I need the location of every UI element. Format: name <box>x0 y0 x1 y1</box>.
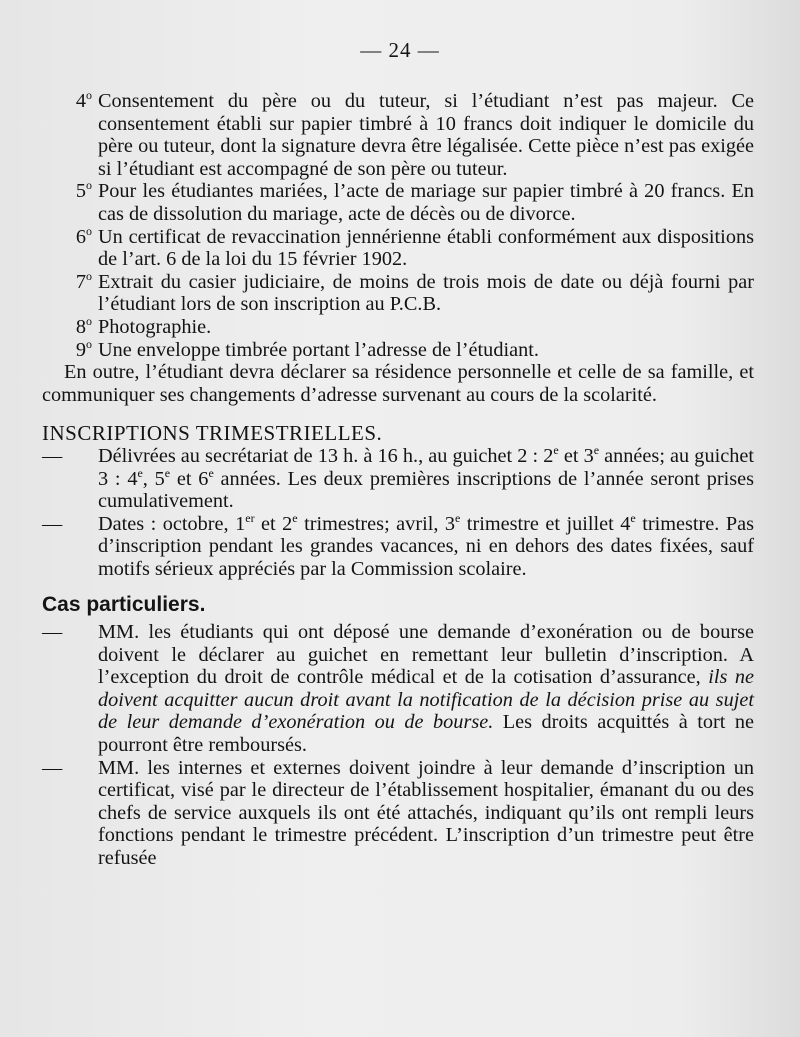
emphasized-text: ils ne doivent acquitter aucun droit avant la notification de la décision prise au sujet de leur demande d’exonération ou de bourse. <box>98 666 755 734</box>
item-text: Photographie. <box>98 315 212 338</box>
list-item: 7$^o$ Extrait du casier judiciaire, de moins de trois mois de date ou déjà fourni par l’étudiant lors de son inscription au P.C.B. <box>75 268 754 316</box>
inscriptions-paragraph-guichets: — Délivrées au secrétariat de 13 h. à 16 h., au guichet 2 : 2e et 3e années; au guichet 3 : 4e, 5e et 6e années. Les deux premières inscriptions de l’année seront prises cumulativement. <box>42 442 755 513</box>
list-item: 5$^o$ Pour les étudiantes mariées, l’acte de mariage sur papier timbré à 20 francs. En cas de dissolution du mariage, acte de décès ou de divorce. <box>75 178 754 225</box>
item-number: 5 <box>75 180 86 203</box>
cas-paragraph-exoneration: — MM. les étudiants qui ont déposé une demande d’exonération ou de bourse doivent le déclarer au guichet en remettant leur bulletin d’inscription. A l’exception du droit de contrôle médical et de la cotisation d’assurance, ils ne doivent acquitter aucun droit avant la notification de la décision prise au sujet de leur demande d’exonération ou de bourse. Les droits acquittés à tort ne pourront être remboursés. <box>42 621 755 757</box>
section-heading-inscriptions: INSCRIPTIONS TRIMESTRIELLES. <box>42 421 383 446</box>
list-item: 4$^o$ Consentement du père ou du tuteur, si l’étudiant n’est pas majeur. Ce consentement établi sur papier timbré à 10 francs doit indiquer le domicile du père ou tuteur, dont la signature devra être légalisée. Cette pièce n’est pas exigée si l’étudiant est accompagné de son père ou tuteur. <box>75 88 754 180</box>
item-number: 6 <box>75 225 86 248</box>
section-heading-cas-particuliers: Cas particuliers. <box>42 593 206 617</box>
item-text: Une enveloppe timbrée portant l’adresse de l’étudiant. <box>98 338 539 361</box>
list-item: 9$^o$ Une enveloppe timbrée portant l’adresse de l’étudiant. <box>75 336 539 361</box>
item-number: 8 <box>75 315 86 338</box>
item-text: Extrait du casier judiciaire, de moins de trois mois de date ou déjà fourni par l’étudiant lors de son inscription au P.C.B. <box>98 270 754 316</box>
item-number: 4 <box>75 90 86 112</box>
inscriptions-paragraph-dates: — Dates : octobre, 1er et 2e trimestres; avril, 3e trimestre et juillet 4e trimestre. Pas d’inscription pendant les grandes vacances, ni en dehors des dates fixées, sauf motifs sérieux appréciés par la Commission scolaire. <box>42 510 754 580</box>
item-number: 9 <box>75 338 86 361</box>
page-number: — 24 — <box>360 38 440 62</box>
item-text: Un certificat de revaccination jennérienne établi conformément aux dispositions de l’art. 6 de la loi du 15 février 1902. <box>98 225 754 271</box>
item-text: Consentement du père ou du tuteur, si l’étudiant n’est pas majeur. Ce consentement établi sur papier timbré à 10 francs doit indiquer le domicile du père ou tuteur, dont la signature devra être légalisée. Cette pièce n’est pas exigée si l’étudiant est accompagné de son père ou tuteur. <box>98 90 754 180</box>
list-item: 8$^o$ Photographie. <box>75 313 212 338</box>
document-body <box>42 90 754 870</box>
cas-paragraph-internes: — MM. les internes et externes doivent joindre à leur demande d’inscription un certificat, visé par le directeur de l’établissement hospitalier, émanant du ou des chefs de service auxquels ils ont été attachés, indiquant qu’ils ont rempli leurs fonctions pendant le trimestre précédent. L’inscription d’un trimestre peut être refusée <box>42 756 754 869</box>
residence-paragraph: En outre, l’étudiant devra déclarer sa résidence personnelle et celle de sa famille, et communiquer ses changements d’adresse survenant au cours de la scolarité. <box>42 361 754 406</box>
item-text: Pour les étudiantes mariées, l’acte de mariage sur papier timbré à 20 francs. En cas de dissolution du mariage, acte de décès ou de divorce. <box>98 180 754 225</box>
item-number: 7 <box>75 270 86 293</box>
list-item: 6$^o$ Un certificat de revaccination jennérienne établi conformément aux dispositions de l’art. 6 de la loi du 15 février 1902. <box>75 223 754 271</box>
